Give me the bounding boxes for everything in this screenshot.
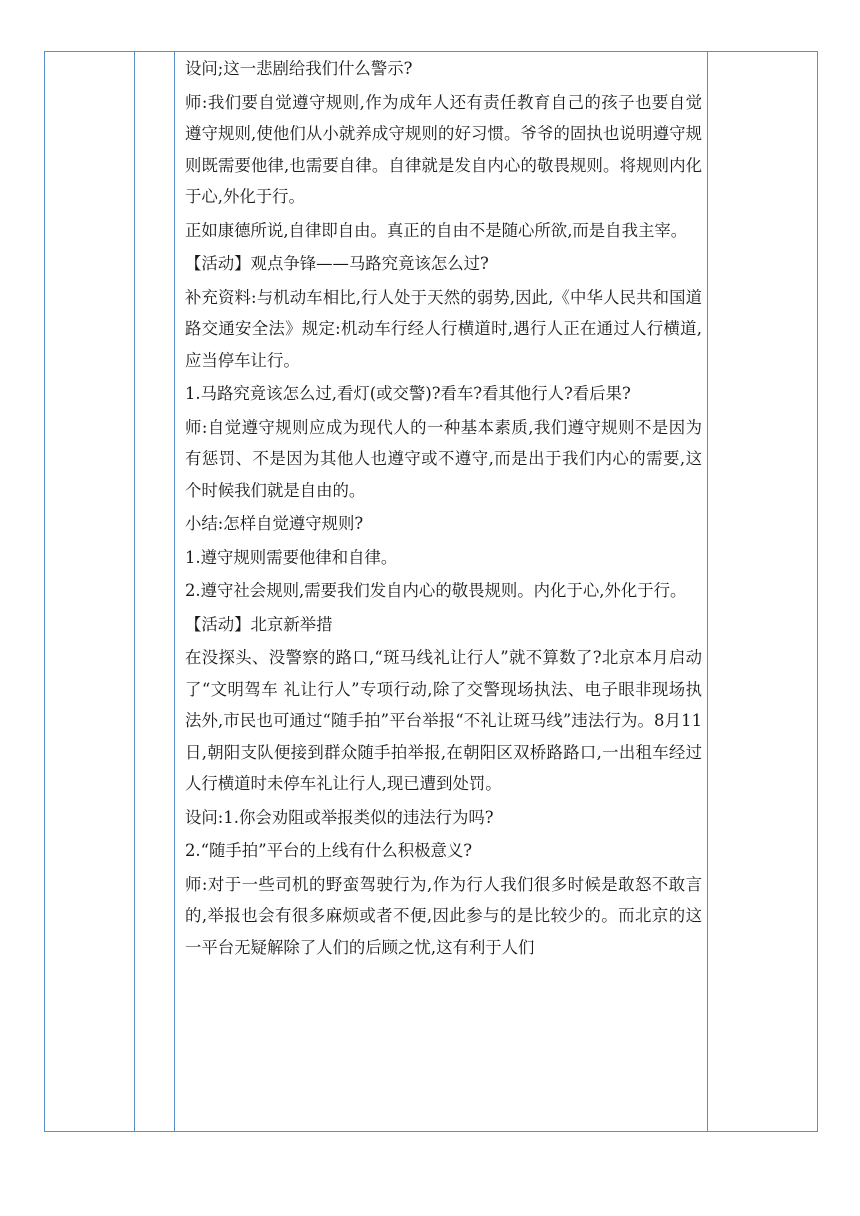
paragraph: 【活动】北京新举措 (185, 614, 333, 634)
table-cell-time (135, 52, 175, 1132)
paragraph: 1.马路究竟该怎么过,看灯(或交警)?看车?看其他行人?看后果? (185, 384, 631, 403)
paragraph: 师:对于一些司机的野蛮驾驶行为,作为行人我们很多时候是敢怒不敢言的,举报也会有很多麻烦或者不便,因此参与的是比较少的。而北京的这一平台无疑解除了人们的后顾之忧,这有利于人们 (185, 874, 702, 957)
paragraph: 【活动】观点争锋——马路究竟该怎么过? (185, 254, 489, 273)
paragraph: 2.“随手拍”平台的上线有什么积极意义? (185, 841, 473, 860)
paragraph: 1.遵守规则需要他律和自律。 (185, 547, 398, 567)
paragraph: 补充资料:与机动车相比,行人处于天然的弱势,因此,《中华人民共和国道路交通安全法》规定:机动车行经人行横道时,遇行人正在通过人行横道,应当停车让行。 (185, 287, 702, 370)
teaching-content (175, 52, 707, 963)
paragraph: 设问:1.你会劝阻或举报类似的违法行为吗? (185, 807, 494, 827)
table-cell-content (175, 52, 708, 1132)
paragraph: 2.遵守社会规则,需要我们发自内心的敬畏规则。内化于心,外化于行。 (185, 581, 687, 600)
paragraph: 师:自觉遵守规则应成为现代人的一种基本素质,我们遵守规则不是因为有惩罚、不是因为其他人也遵守或不遵守,而是出于我们内心的需要,这个时候我们就是自由的。 (185, 417, 702, 500)
lesson-plan-table (44, 51, 818, 1132)
table-row (45, 52, 818, 1132)
paragraph: 正如康德所说,自律即自由。真正的自由不是随心所欲,而是自我主宰。 (185, 220, 688, 240)
paragraph: 在没探头、没警察的路口,“斑马线礼让行人”就不算数了?北京本月启动了“文明驾车 礼让行人”专项行动,除了交警现场执法、电子眼非现场执法外,市民也可通过“随手拍”平台举报“不礼让斑马线”违法行为。8月11日,朝阳支队便接到群众随手拍举报,在朝阳区双桥路路口,一出租车经过人行横道时未停车礼让行人,现已遭到处罚。 (185, 648, 702, 793)
paragraph: 小结:怎样自觉遵守规则? (185, 514, 364, 533)
paragraph: 师:我们要自觉遵守规则,作为成年人还有责任教育自己的孩子也要自觉遵守规则,使他们从小就养成守规则的好习惯。爷爷的固执也说明遵守规则既需要他律,也需要自律。自律就是发自内心的敬畏规则。将规则内化于心,外化于行。 (185, 92, 702, 206)
table-cell-notes (708, 52, 818, 1132)
paragraph: 设问;这一悲剧给我们什么警示? (185, 59, 413, 78)
table-cell-stage (45, 52, 135, 1132)
